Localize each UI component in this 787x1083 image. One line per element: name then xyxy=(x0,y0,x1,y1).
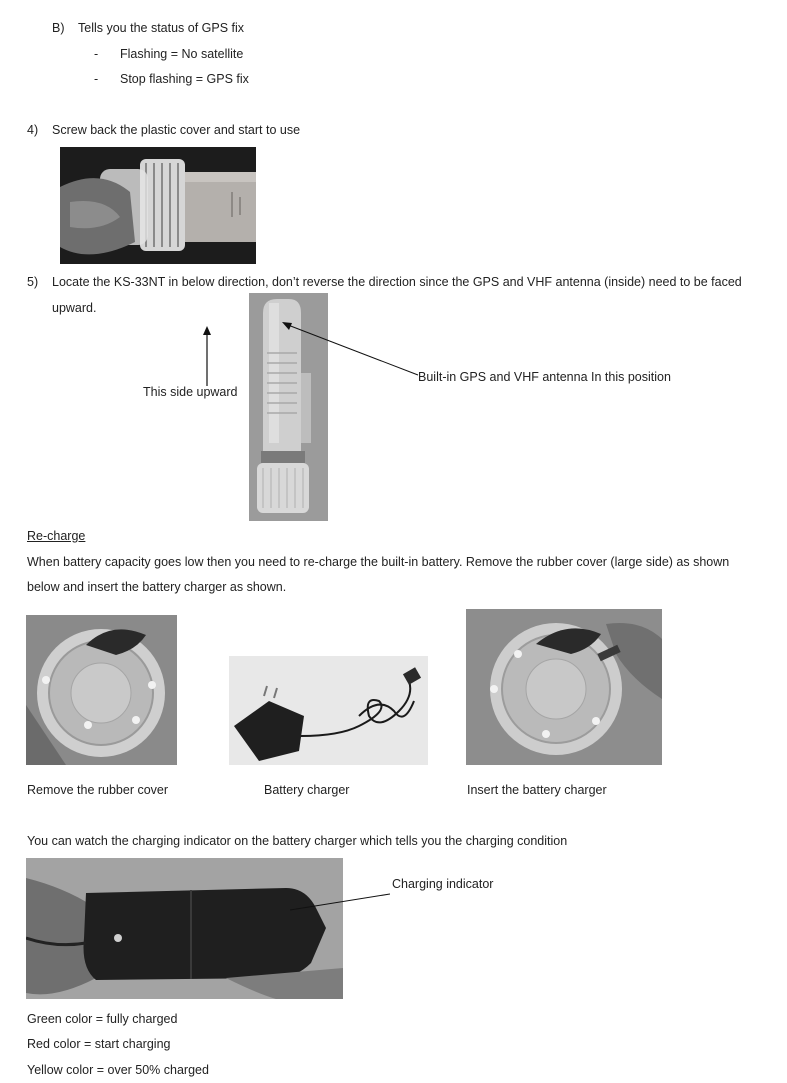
caption-insert-battery-charger: Insert the battery charger xyxy=(467,783,607,797)
label-charging-indicator: Charging indicator xyxy=(392,877,494,891)
photo-remove-rubber-cover xyxy=(26,615,177,765)
recharge-heading: Re-charge xyxy=(27,529,86,543)
recharge-line2: below and insert the battery charger as shown. xyxy=(27,580,287,594)
charging-indicator-pointer-line xyxy=(290,892,390,912)
caption-remove-rubber-cover: Remove the rubber cover xyxy=(27,783,169,797)
label-antenna-position: Built-in GPS and VHF antenna In this position xyxy=(418,370,671,384)
gps-fix-item-stop-flashing: Stop flashing = GPS fix xyxy=(120,72,249,86)
photo-insert-battery-charger xyxy=(466,609,662,765)
caption-battery-charger: Battery charger xyxy=(264,783,350,797)
photo-screw-cover xyxy=(60,147,256,264)
antenna-pointer-line xyxy=(280,320,420,380)
gps-fix-dash-2: - xyxy=(94,72,99,86)
recharge-line1: When battery capacity goes low then you need to re-charge the built-in battery. Remove the rubber cover (large side) as shown xyxy=(27,555,730,569)
gps-fix-dash-1: - xyxy=(94,47,99,61)
step4-text: Screw back the plastic cover and start to use xyxy=(52,123,301,137)
step5-marker: 5) xyxy=(27,275,39,289)
state-red: Red color = start charging xyxy=(27,1037,171,1051)
step5-line2: upward. xyxy=(52,301,97,315)
photo-battery-charger xyxy=(229,656,428,765)
photo-charging-indicator xyxy=(26,858,343,999)
state-green: Green color = fully charged xyxy=(27,1012,178,1026)
gps-fix-marker: B) xyxy=(52,21,65,35)
indicator-intro: You can watch the charging indicator on the battery charger which tells you the charging condition xyxy=(27,834,568,848)
label-this-side-upward: This side upward xyxy=(143,385,238,399)
step4-marker: 4) xyxy=(27,123,39,137)
gps-fix-item-flashing: Flashing = No satellite xyxy=(120,47,244,61)
upward-arrow xyxy=(200,326,214,386)
gps-fix-text: Tells you the status of GPS fix xyxy=(78,21,245,35)
state-yellow: Yellow color = over 50% charged xyxy=(27,1063,209,1077)
step5-line1: Locate the KS-33NT in below direction, don’t reverse the direction since the GPS and VHF antenna (inside) need to be faced xyxy=(52,275,742,289)
